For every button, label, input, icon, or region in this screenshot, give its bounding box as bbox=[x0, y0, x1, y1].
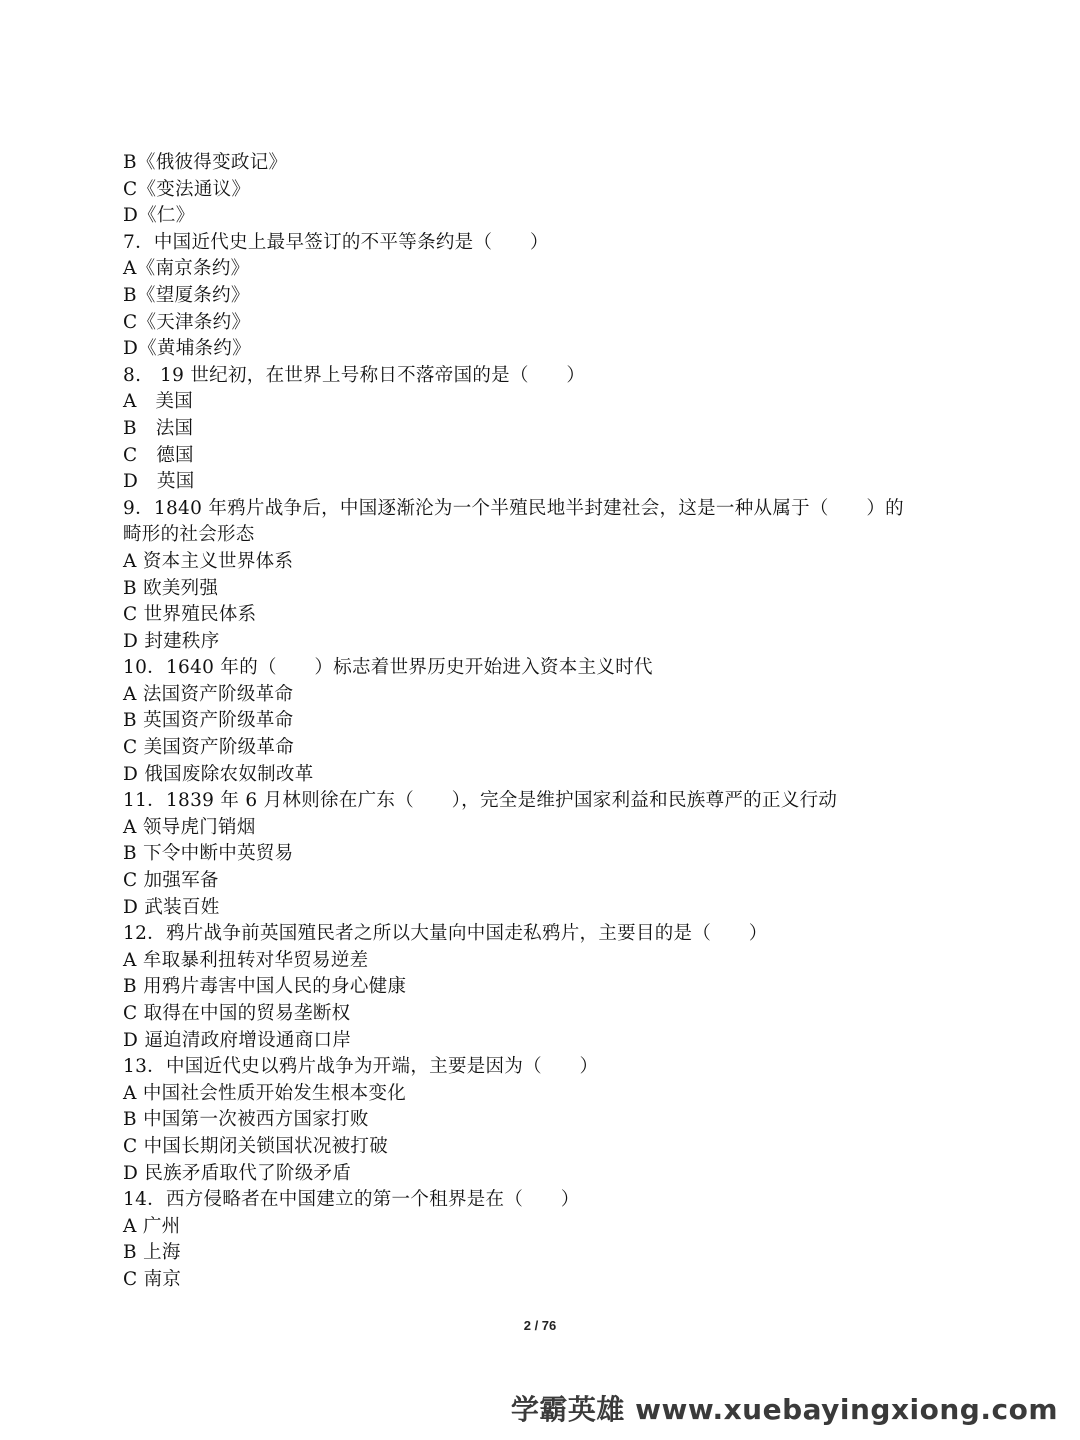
option-line: D 逼迫清政府增设通商口岸 bbox=[123, 1029, 352, 1051]
option-line: B 英国资产阶级革命 bbox=[123, 710, 294, 732]
question-9-continued: 畸形的社会形态 bbox=[123, 524, 255, 546]
option-line: C 德国 bbox=[123, 444, 194, 466]
option-line: C 取得在中国的贸易垄断权 bbox=[123, 1003, 351, 1024]
question-8: 8. 19 世纪初，在世界上号称日不落帝国的是（ ） bbox=[123, 364, 586, 386]
text-line: B《俄彼得变政记》 bbox=[123, 152, 288, 173]
option-line: C 世界殖民体系 bbox=[123, 604, 257, 626]
option-line: C 加强军备 bbox=[123, 870, 219, 892]
question-14: 14．西方侵略者在中国建立的第一个租界是在（ ） bbox=[123, 1189, 580, 1211]
text-line: C《变法通议》 bbox=[123, 178, 251, 200]
option-line: C 美国资产阶级革命 bbox=[123, 737, 295, 759]
option-line: A 领导虎门销烟 bbox=[123, 816, 256, 838]
option-line: D 英国 bbox=[123, 471, 195, 493]
option-line: B 上海 bbox=[123, 1242, 181, 1264]
option-line: D 民族矛盾取代了阶级矛盾 bbox=[123, 1162, 352, 1184]
site-watermark: 学霸英雄 www.xuebayingxiong.com bbox=[510, 1393, 1058, 1426]
option-line: B 下令中断中英贸易 bbox=[123, 843, 294, 865]
option-line: A 法国资产阶级革命 bbox=[123, 683, 294, 705]
option-line: D 武装百姓 bbox=[123, 896, 220, 918]
question-10: 10．1640 年的（ ）标志着世界历史开始进入资本主义时代 bbox=[123, 657, 653, 679]
question-11: 11．1839 年 6 月林则徐在广东（ ），完全是维护国家利益和民族尊严的正义行动 bbox=[123, 790, 838, 812]
question-12: 12．鸦片战争前英国殖民者之所以大量向中国走私鸦片，主要目的是（ ） bbox=[123, 923, 768, 945]
option-line: C 中国长期闭关锁国状况被打破 bbox=[123, 1135, 389, 1157]
question-13: 13．中国近代史以鸦片战争为开端，主要是因为（ ） bbox=[123, 1056, 599, 1078]
option-line: B《望厦条约》 bbox=[123, 284, 250, 306]
option-line: B 用鸦片毒害中国人民的身心健康 bbox=[123, 976, 407, 998]
option-line: D 封建秩序 bbox=[123, 630, 220, 652]
option-line: B 中国第一次被西方国家打败 bbox=[123, 1109, 369, 1131]
option-line: D 俄国废除农奴制改革 bbox=[123, 763, 314, 785]
option-line: A 广州 bbox=[123, 1215, 181, 1237]
option-line: A 牟取暴利扭转对华贸易逆差 bbox=[123, 949, 369, 971]
option-line: A《南京条约》 bbox=[123, 258, 250, 280]
text-line: D《仁》 bbox=[123, 205, 195, 227]
option-line: C《天津条约》 bbox=[123, 311, 251, 333]
option-line: A 中国社会性质开始发生根本变化 bbox=[123, 1082, 407, 1104]
option-line: B 法国 bbox=[123, 417, 194, 439]
question-7: 7．中国近代史上最早签订的不平等条约是（ ） bbox=[123, 231, 549, 253]
option-line: C 南京 bbox=[123, 1268, 182, 1290]
option-line: B 欧美列强 bbox=[123, 577, 219, 599]
page-number: 2 / 76 bbox=[523, 1318, 557, 1333]
option-line: A 资本主义世界体系 bbox=[123, 550, 294, 572]
option-line: D《黄埔条约》 bbox=[123, 338, 251, 360]
option-line: A 美国 bbox=[123, 391, 194, 413]
question-list bbox=[123, 150, 973, 1294]
question-9: 9．1840 年鸦片战争后，中国逐渐沦为一个半殖民地半封建社会，这是一种从属于（ ）的 bbox=[123, 497, 904, 519]
